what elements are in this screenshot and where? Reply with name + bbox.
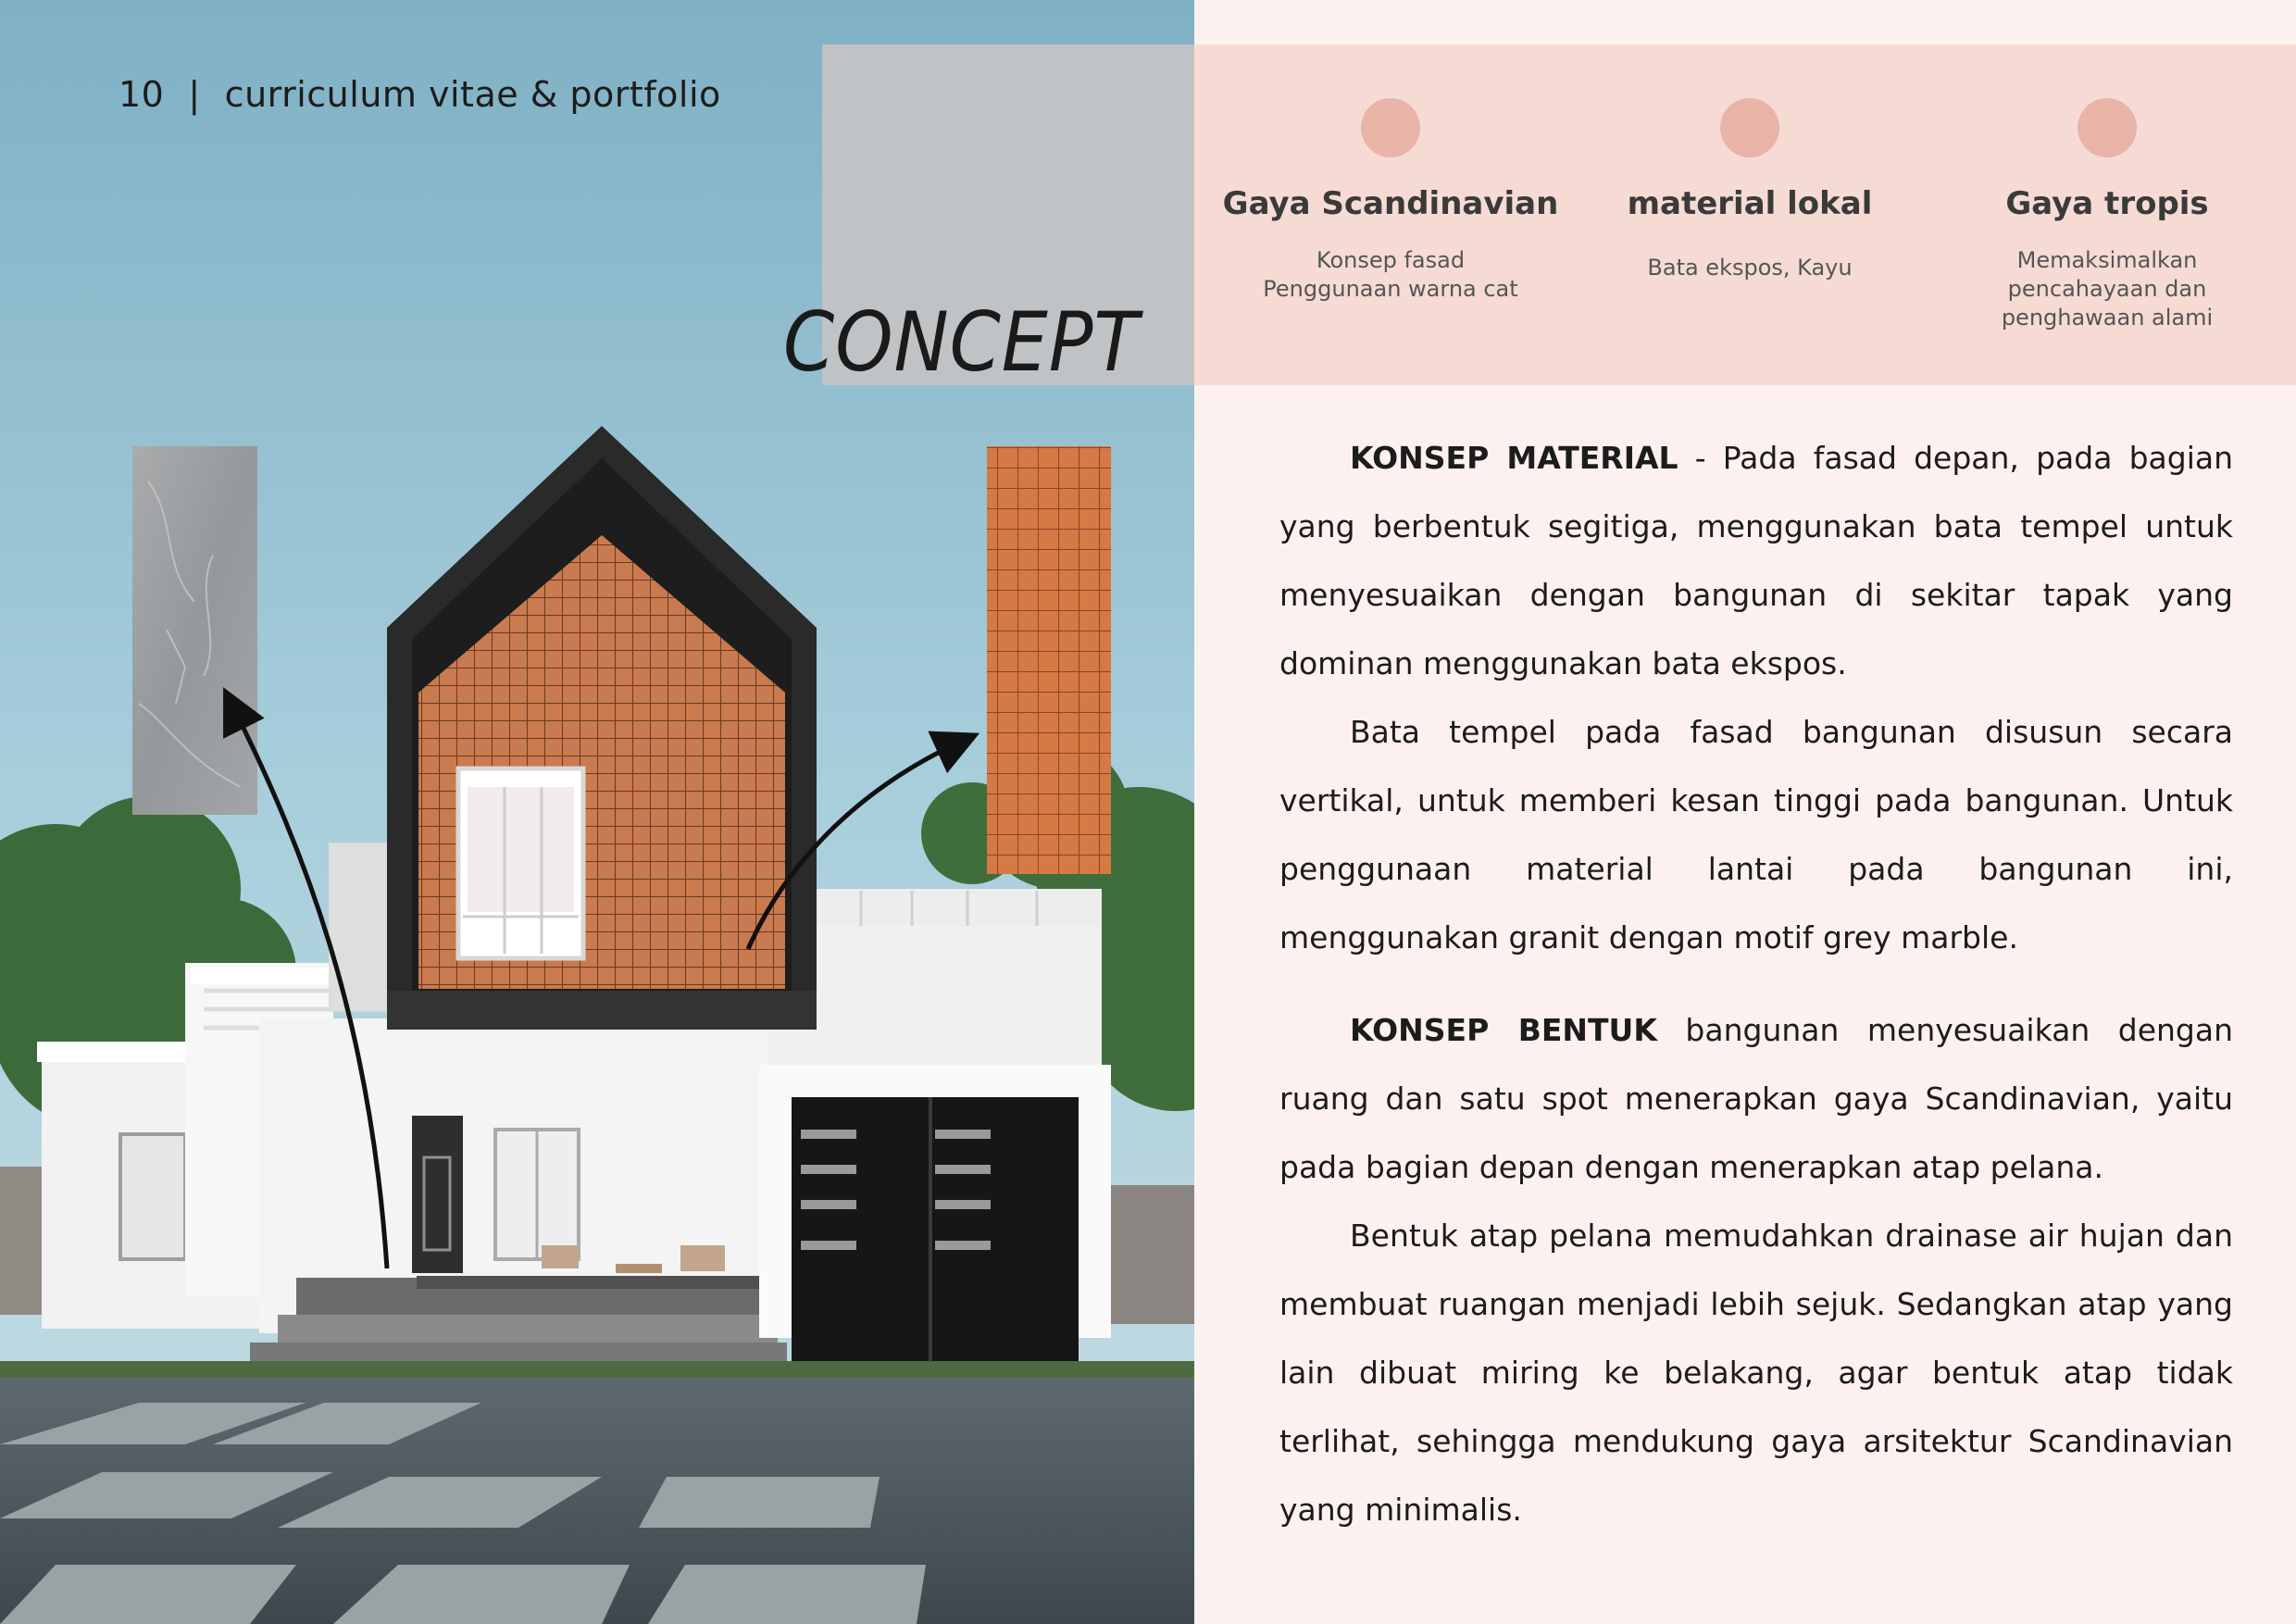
concept-title: Gaya Scandinavian xyxy=(1222,185,1559,222)
paragraph-text: Bata tempel pada fasad bangunan disusun secara vertikal, untuk memberi kesan tinggi pada bangunan. Untuk penggunaan material lantai pada bangunan ini, menggunakan granit dengan motif grey marble. xyxy=(1279,714,2233,956)
paragraph-material xyxy=(1279,424,2233,698)
body-text xyxy=(1279,424,2233,1544)
concept-description: Bata ekspos, Kayu xyxy=(1647,255,1853,281)
concept-title: Gaya tropis xyxy=(2005,185,2209,222)
paragraph-form xyxy=(1279,996,2233,1202)
concept-item-material xyxy=(1574,98,1926,282)
paragraph-lead: KONSEP BENTUK xyxy=(1350,1012,1657,1048)
paragraph-lead: KONSEP MATERIAL xyxy=(1350,440,1678,476)
paragraph-brick xyxy=(1279,698,2233,972)
accent-dot xyxy=(1361,98,1420,157)
concept-item-tropical xyxy=(1931,98,2283,332)
page-number: 10 xyxy=(119,74,165,115)
grey-marble-swatch xyxy=(132,446,257,815)
paragraph-text: Bentuk atap pelana memudahkan drainase air hujan dan membuat ruangan menjadi lebih sejuk. Sedangkan atap yang lain dibuat miring ke belakang, agar bentuk atap tidak terlihat, sehingga mendukung gaya arsitektur Scandinavian yang minimalis. xyxy=(1279,1218,2233,1528)
concept-description: Memaksimalkan pencahayaan dan penghawaan alami xyxy=(2001,247,2214,331)
concept-title: material lokal xyxy=(1627,185,1873,222)
concept-item-scandinavian xyxy=(1215,98,1566,304)
concept-band xyxy=(1194,44,2296,385)
paragraph-text: bangunan menyesuaikan dengan ruang dan satu spot menerapkan gaya Scandinavian, yaitu pada bagian depan dengan menerapkan atap pelana. xyxy=(1279,1012,2233,1185)
accent-dot xyxy=(1720,98,1779,157)
concept-description: Konsep fasad Penggunaan warna cat xyxy=(1263,247,1518,302)
brick-tile-swatch xyxy=(987,446,1111,874)
concept-heading: CONCEPT xyxy=(783,294,1140,390)
header-separator: | xyxy=(188,74,201,115)
paragraph-roof xyxy=(1279,1202,2233,1544)
accent-dot xyxy=(2078,98,2137,157)
document-title: curriculum vitae & portfolio xyxy=(224,74,721,115)
page-header xyxy=(119,74,721,115)
paragraph-text: - Pada fasad depan, pada bagian yang berbentuk segitiga, menggunakan bata tempel untuk menyesuaikan dengan bangunan di sekitar tapak yang dominan menggunakan bata ekspos. xyxy=(1279,440,2233,681)
